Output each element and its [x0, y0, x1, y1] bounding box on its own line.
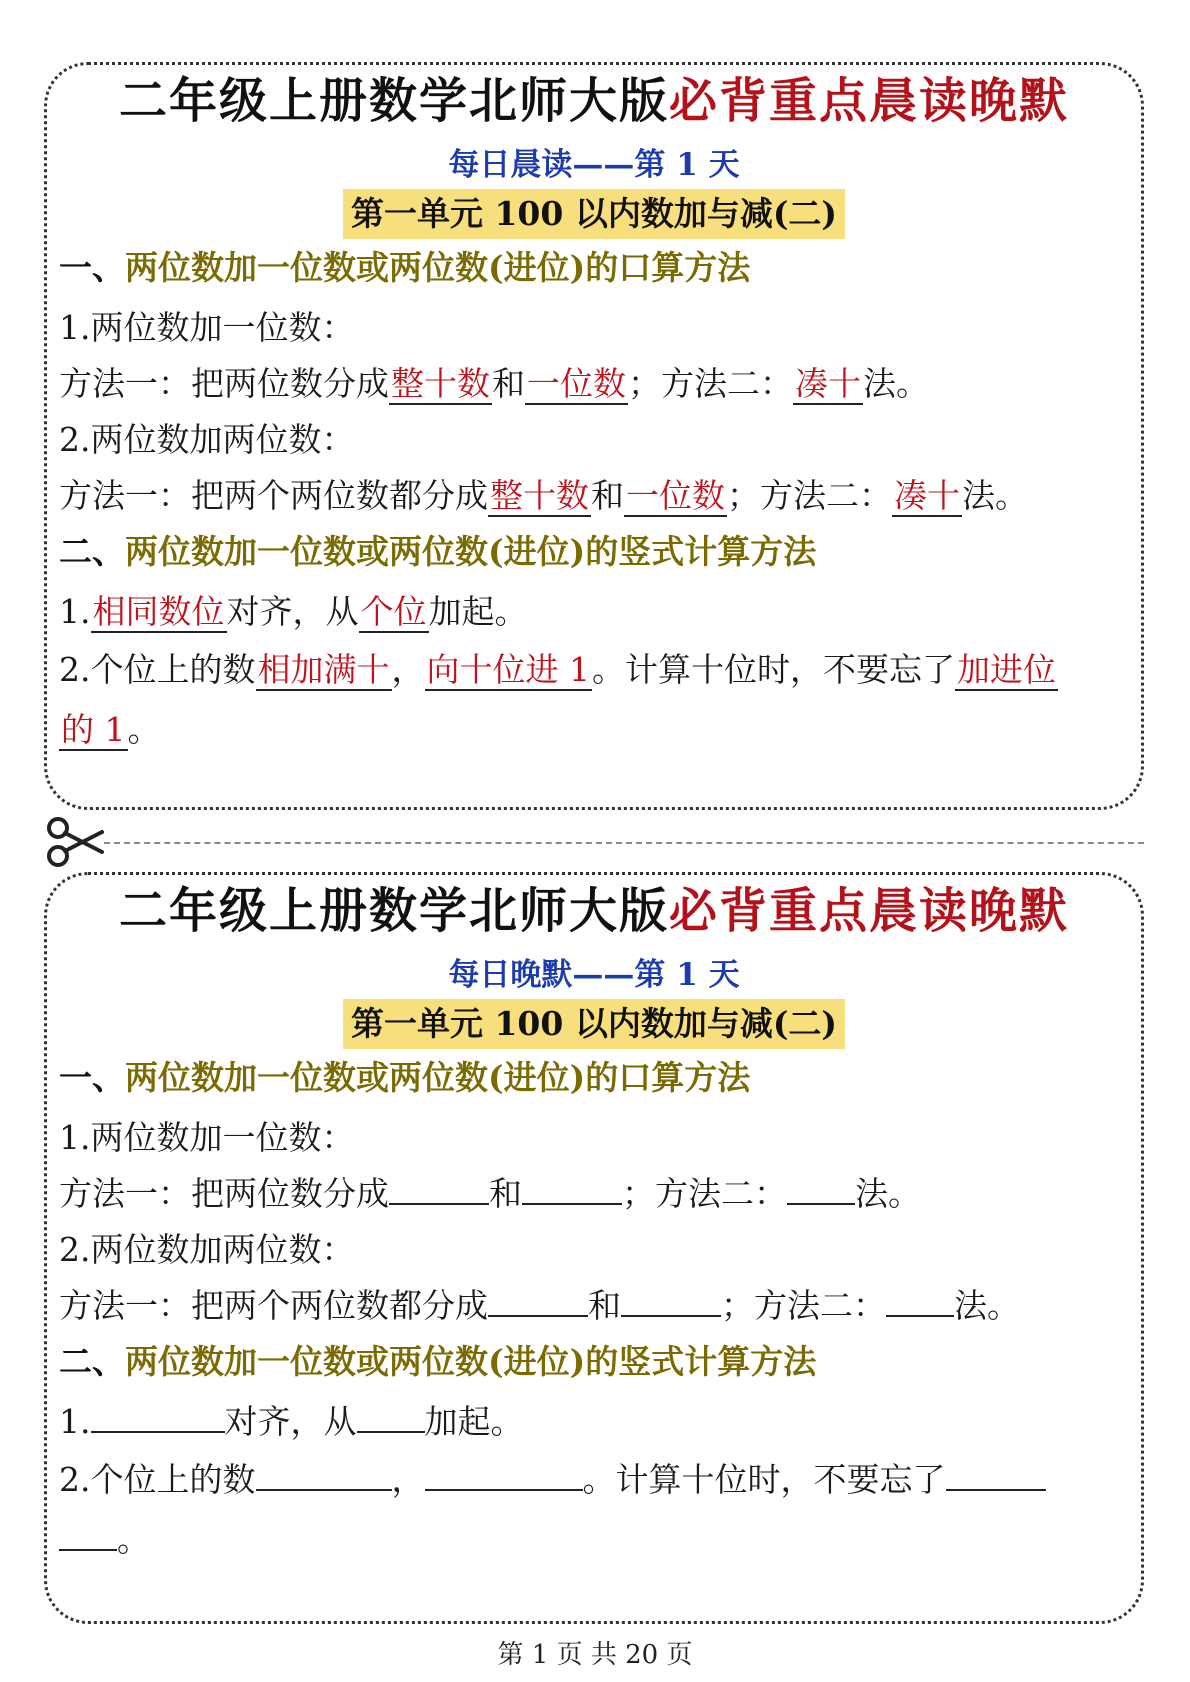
answer: 一位数 — [527, 364, 626, 403]
title-highlight: 必背重点晨读晚默 — [669, 73, 1070, 129]
line-1: 1.两位数加一位数： — [59, 308, 355, 347]
line-6: 2.个位上的数 ， 。计算十位时，不要忘了 — [59, 1457, 1153, 1503]
answer-blank[interactable] — [357, 1399, 425, 1433]
line-4: 方法一：把两个两位数都分成整十数和一位数；方法二：凑十法。 — [59, 476, 1028, 515]
answer-blank[interactable] — [256, 1457, 392, 1491]
section-heading-1: 一、两位数加一位数或两位数(进位)的口算方法 — [59, 1058, 751, 1097]
answer-blank[interactable] — [425, 1457, 583, 1491]
section-heading-2: 二、两位数加一位数或两位数(进位)的竖式计算方法 — [59, 532, 817, 571]
answer: 相同数位 — [92, 592, 225, 631]
answer: 的 1 — [61, 710, 126, 749]
line-2: 方法一：把两位数分成 和 ；方法二： 法。 — [59, 1171, 1153, 1217]
answer: 凑十 — [795, 364, 861, 403]
section-heading-2: 二、两位数加一位数或两位数(进位)的竖式计算方法 — [59, 1342, 817, 1381]
unit-heading: 第一单元 100 以内数加与减(二) — [343, 999, 845, 1049]
morning-reading-card — [44, 62, 1144, 810]
answer: 加进位 — [957, 650, 1056, 689]
page-footer: 第 1 页 共 20 页 — [497, 1640, 693, 1670]
day-subtitle: 每日晚默——第 1 天 — [448, 957, 740, 993]
answer-blank[interactable] — [389, 1171, 489, 1205]
title-main: 二年级上册数学北师大版 — [118, 73, 669, 129]
answer: 一位数 — [626, 476, 725, 515]
answer-blank[interactable] — [886, 1283, 954, 1317]
scissors-icon — [44, 816, 104, 868]
unit-heading: 第一单元 100 以内数加与减(二) — [343, 189, 845, 239]
line-2: 方法一：把两位数分成整十数和一位数；方法二：凑十法。 — [59, 364, 929, 403]
line-3: 2.两位数加两位数： — [59, 420, 355, 459]
answer-blank[interactable] — [522, 1171, 622, 1205]
answer: 相加满十 — [257, 650, 390, 689]
cut-line — [104, 842, 1144, 844]
line-7: 。 — [59, 1517, 1153, 1563]
card-title — [47, 881, 1141, 941]
answer: 整十数 — [391, 364, 490, 403]
answer-blank[interactable] — [488, 1283, 588, 1317]
line-6: 2.个位上的数相加满十，向十位进 1。计算十位时，不要忘了加进位 — [59, 650, 1056, 689]
line-5: 1.相同数位对齐，从个位加起。 — [59, 592, 528, 631]
answer-blank[interactable] — [91, 1399, 225, 1433]
card-title — [47, 71, 1141, 131]
title-highlight: 必背重点晨读晚默 — [669, 883, 1070, 939]
answer-blank[interactable] — [621, 1283, 721, 1317]
evening-recall-card — [44, 872, 1144, 1624]
line-1: 1.两位数加一位数： — [59, 1118, 355, 1157]
section-heading-1: 一、两位数加一位数或两位数(进位)的口算方法 — [59, 248, 751, 287]
line-4: 方法一：把两个两位数都分成 和 ；方法二： 法。 — [59, 1283, 1153, 1329]
answer-blank[interactable] — [946, 1457, 1046, 1491]
answer: 凑十 — [894, 476, 960, 515]
answer-blank[interactable] — [59, 1517, 117, 1551]
answer-blank[interactable] — [787, 1171, 855, 1205]
answer: 向十位进 1 — [426, 650, 590, 689]
line-5: 1. 对齐，从 加起。 — [59, 1399, 1153, 1445]
day-subtitle: 每日晨读——第 1 天 — [448, 147, 740, 183]
answer: 个位 — [360, 592, 427, 631]
line-3: 2.两位数加两位数： — [59, 1230, 355, 1269]
answer: 整十数 — [490, 476, 589, 515]
title-main: 二年级上册数学北师大版 — [118, 883, 669, 939]
line-7: 的 1。 — [61, 710, 161, 749]
